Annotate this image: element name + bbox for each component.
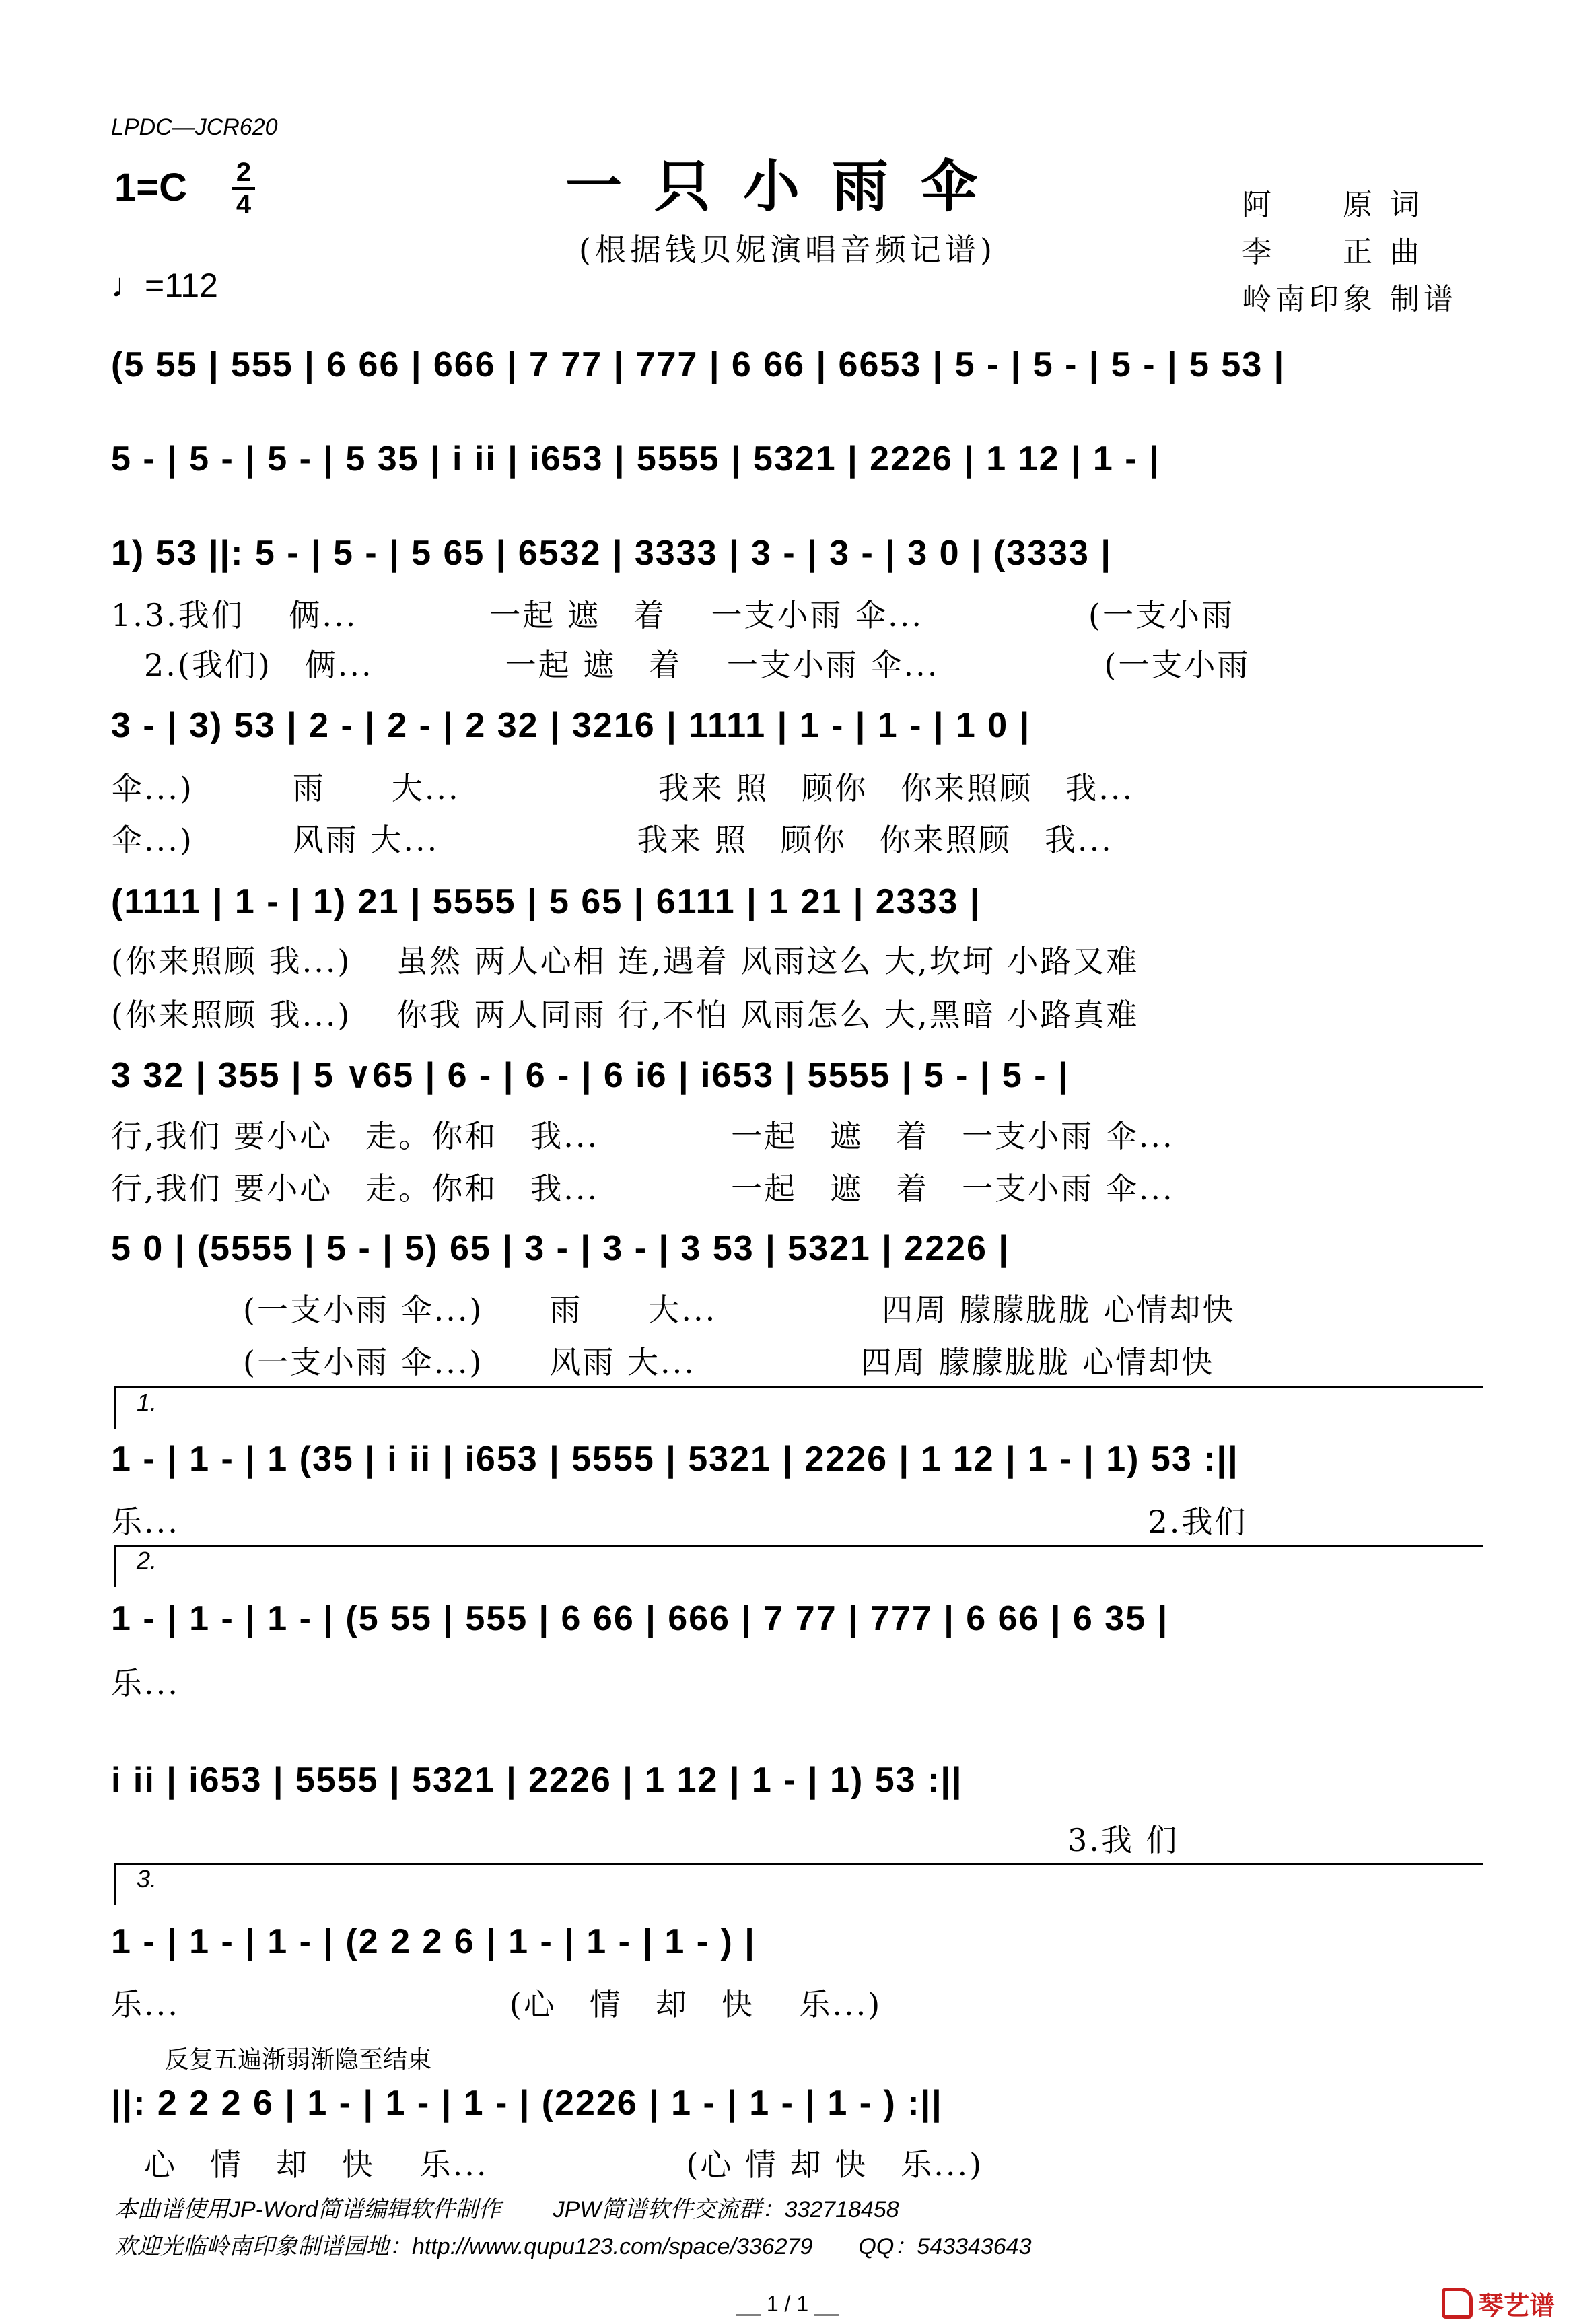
lyric-row-11: 乐... (心 情 却 快 乐...) [111, 1986, 882, 2022]
lyric-row-3-verse-1: 1.3.我们 俩... 一起 遮 着 一支小雨 伞... (一支小雨 [111, 597, 1234, 633]
arranger-credit: 岭南印象 制谱 [1242, 282, 1457, 316]
lyric-row-12: 心 情 却 快 乐... (心 情 却 快 乐...) [111, 2146, 984, 2183]
notation-row-7: 5 0 | (5555 | 5 - | 5) 65 | 3 - | 3 - | 3 53 | 5321 | 2226 | [111, 1229, 1010, 1268]
repeat-instruction: 反复五遍渐弱渐隐至结束 [165, 2045, 432, 2073]
notation-row-9: 1 - | 1 - | 1 - | (5 55 | 555 | 6 66 | 666 | 7 77 | 777 | 6 66 | 6 35 | [111, 1599, 1169, 1638]
lyric-row-5-verse-1: (你来照顾 我...) 虽然 两人心相 连,遇着 风雨这么 大,坎坷 小路又难 [111, 943, 1140, 979]
notation-row-1: (5 55 | 555 | 6 66 | 666 | 7 77 | 777 | 6 66 | 6653 | 5 - | 5 - | 5 - | 5 53 | [111, 345, 1286, 384]
song-subtitle: (根据钱贝妮演唱音频记谱) [579, 232, 996, 268]
time-signature [232, 159, 255, 218]
notation-row-3: 1) 53 ||: 5 - | 5 - | 5 65 | 6532 | 3333 | 3 - | 3 - | 3 0 | (3333 | [111, 534, 1112, 573]
composer-credit: 李 正 曲 [1242, 235, 1424, 269]
notation-row-12: ||: 2 2 2 6 | 1 - | 1 - | 1 - | (2226 | 1 - | 1 - | 1 - ) :|| [111, 2084, 943, 2123]
time-signature-bottom: 4 [236, 190, 252, 219]
page-number: __ 1 / 1 __ [736, 2292, 839, 2316]
lyric-row-6-verse-2: 行,我们 要小心 走。你和 我... 一起 遮 着 一支小雨 伞... [111, 1170, 1175, 1207]
logo-text: 琴艺谱 [1477, 2291, 1555, 2321]
lyric-row-4-verse-1: 伞...) 雨 大... 我来 照 顾你 你来照顾 我... [111, 770, 1135, 806]
notation-row-4: 3 - | 3) 53 | 2 - | 2 - | 2 32 | 3216 | 1111 | 1 - | 1 - | 1 0 | [111, 706, 1031, 745]
ending-bracket-3: 3. [114, 1863, 1483, 1905]
logo-icon [1442, 2288, 1473, 2319]
footer-line-1: 本曲谱使用JP-Word简谱编辑软件制作 JPW简谱软件交流群：332718458 [114, 2197, 899, 2222]
notation-row-5: (1111 | 1 - | 1) 21 | 5555 | 5 65 | 6111 | 1 21 | 2333 | [111, 882, 981, 921]
ending-bracket-1: 1. [114, 1386, 1483, 1429]
lyric-row-7-verse-1: (一支小雨 伞...) 雨 大... 四周 朦朦胧胧 心情却快 [111, 1292, 1236, 1328]
tempo-marking: ♩=112 [111, 267, 218, 304]
score-code: LPDC—JCR620 [111, 114, 278, 140]
lyric-row-8: 乐... 2.我们 [111, 1504, 1248, 1540]
lyric-row-6-verse-1: 行,我们 要小心 走。你和 我... 一起 遮 着 一支小雨 伞... [111, 1118, 1175, 1154]
lyric-row-3-verse-2: 2.(我们) 俩... 一起 遮 着 一支小雨 伞... (一支小雨 [111, 647, 1251, 683]
ending-bracket-2: 2. [114, 1545, 1483, 1587]
lyric-row-5-verse-2: (你来照顾 我...) 你我 两人同雨 行,不怕 风雨怎么 大,黑暗 小路真难 [111, 997, 1140, 1033]
time-signature-top: 2 [236, 157, 252, 187]
notation-row-8: 1 - | 1 - | 1 (35 | i ii | i653 | 5555 | 5321 | 2226 | 1 12 | 1 - | 1) 53 :|| [111, 1440, 1239, 1479]
key-signature: 1=C [114, 166, 188, 209]
lyric-row-9: 乐... [111, 1665, 180, 1701]
lyricist-credit: 阿 原 词 [1242, 188, 1424, 222]
lyric-row-4-verse-2: 伞...) 风雨 大... 我来 照 顾你 你来照顾 我... [111, 822, 1113, 858]
notation-row-10: i ii | i653 | 5555 | 5321 | 2226 | 1 12 | 1 - | 1) 53 :|| [111, 1761, 963, 1800]
song-title: 一只小雨伞 [565, 153, 1010, 219]
site-logo [1442, 2285, 1555, 2322]
notation-row-6: 3 32 | 355 | 5 ∨65 | 6 - | 6 - | 6 i6 | i653 | 5555 | 5 - | 5 - | [111, 1056, 1070, 1095]
notation-row-11: 1 - | 1 - | 1 - | (2 2 2 6 | 1 - | 1 - | 1 - ) | [111, 1922, 756, 1961]
notation-row-2: 5 - | 5 - | 5 - | 5 35 | i ii | i653 | 5555 | 5321 | 2226 | 1 12 | 1 - | [111, 439, 1160, 479]
footer-line-2: 欢迎光临岭南印象制谱园地：http://www.qupu123.com/space/336279 QQ：543343643 [114, 2234, 1032, 2259]
lyric-row-7-verse-2: (一支小雨 伞...) 风雨 大... 四周 朦朦胧胧 心情却快 [111, 1344, 1215, 1380]
lyric-row-10: 3.我 们 [111, 1822, 1179, 1858]
